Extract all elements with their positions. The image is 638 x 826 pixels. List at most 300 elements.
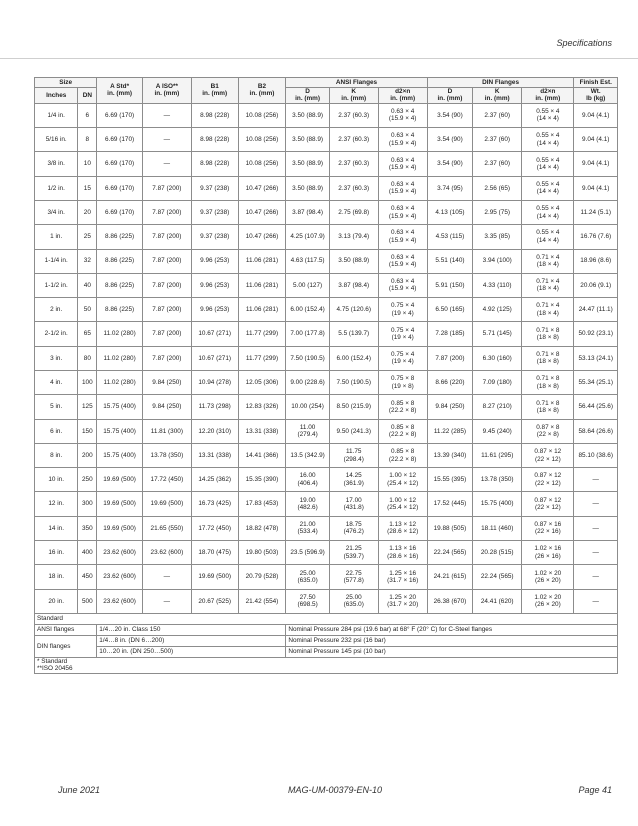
din-d-cell: 3.54 (90)	[427, 103, 473, 127]
a-std-cell: 6.69 (170)	[97, 200, 143, 224]
b2-cell: 19.80 (503)	[238, 541, 286, 565]
size-inches-cell: 14 in.	[35, 516, 78, 540]
din-k-cell: 2.37 (60)	[473, 152, 522, 176]
b2-cell: 15.35 (390)	[238, 468, 286, 492]
din-k-cell: 11.61 (295)	[473, 443, 522, 467]
din-d2n-cell: 0.71 × 8 (18 × 8)	[522, 370, 574, 394]
a-std-cell: 19.69 (500)	[97, 492, 143, 516]
din-flanges-range-1: 1/4…8 in. (DN 6…200)	[97, 635, 286, 646]
din-d-cell: 6.50 (165)	[427, 298, 473, 322]
table-row	[35, 516, 618, 540]
b2-cell: 10.08 (256)	[238, 128, 286, 152]
din-d-cell: 7.28 (185)	[427, 322, 473, 346]
table-row	[35, 200, 618, 224]
din-k-header: K in. (mm)	[473, 88, 522, 104]
din-k-cell: 5.71 (145)	[473, 322, 522, 346]
size-inches-cell: 1/4 in.	[35, 103, 78, 127]
din-d-cell: 15.55 (395)	[427, 468, 473, 492]
din-d-cell: 8.66 (220)	[427, 370, 473, 394]
b1-cell: 9.37 (238)	[191, 200, 238, 224]
size-inches-cell: 5 in.	[35, 395, 78, 419]
a-std-cell: 19.69 (500)	[97, 468, 143, 492]
table-row	[35, 370, 618, 394]
a-std-cell: 19.69 (500)	[97, 516, 143, 540]
header-divider	[0, 58, 638, 59]
din-d-cell: 9.84 (250)	[427, 395, 473, 419]
table-row	[35, 322, 618, 346]
table-row	[35, 273, 618, 297]
a-iso-cell: 7.87 (200)	[142, 249, 191, 273]
table-row	[35, 541, 618, 565]
b2-cell: 12.83 (326)	[238, 395, 286, 419]
a-iso-cell: 19.69 (500)	[142, 492, 191, 516]
ansi-d2n-header: d2×n in. (mm)	[378, 88, 427, 104]
a-std-cell: 6.69 (170)	[97, 152, 143, 176]
din-d2n-cell: 1.02 × 20 (26 × 20)	[522, 565, 574, 589]
table-row	[35, 419, 618, 443]
b2-cell: 10.47 (266)	[238, 225, 286, 249]
ansi-d2n-cell: 0.85 × 8 (22.2 × 8)	[378, 395, 427, 419]
a-iso-cell: —	[142, 589, 191, 613]
b1-cell: 10.67 (271)	[191, 322, 238, 346]
a-std-cell: 6.69 (170)	[97, 103, 143, 127]
size-inches-cell: 1/2 in.	[35, 176, 78, 200]
b2-header: B2 in. (mm)	[238, 78, 286, 104]
din-d2n-cell: 0.87 × 8 (22 × 8)	[522, 419, 574, 443]
din-d2n-cell: 0.71 × 4 (18 × 4)	[522, 273, 574, 297]
ansi-k-cell: 9.50 (241.3)	[329, 419, 378, 443]
ansi-d-cell: 3.50 (88.9)	[286, 103, 329, 127]
weight-cell: —	[574, 589, 618, 613]
size-dn-cell: 10	[78, 152, 97, 176]
table-row	[35, 395, 618, 419]
b2-cell: 11.06 (281)	[238, 273, 286, 297]
size-dn-cell: 100	[78, 370, 97, 394]
a-iso-cell: 17.72 (450)	[142, 468, 191, 492]
b1-cell: 10.67 (271)	[191, 346, 238, 370]
ansi-d2n-cell: 0.85 × 8 (22.2 × 8)	[378, 443, 427, 467]
din-flanges-range-2: 10…20 in. (DN 250…500)	[97, 646, 286, 657]
size-dn-cell: 40	[78, 273, 97, 297]
a-std-cell: 11.02 (280)	[97, 346, 143, 370]
din-d2n-cell: 1.02 × 20 (26 × 20)	[522, 589, 574, 613]
din-k-cell: 4.92 (125)	[473, 298, 522, 322]
din-d2n-cell: 0.71 × 8 (18 × 8)	[522, 395, 574, 419]
din-flanges-label: DIN flanges	[35, 635, 97, 657]
table-row	[35, 492, 618, 516]
din-k-cell: 20.28 (515)	[473, 541, 522, 565]
size-dn-cell: 500	[78, 589, 97, 613]
footer-document-id: MAG-UM-00379-EN-10	[288, 785, 383, 795]
din-k-cell: 4.33 (110)	[473, 273, 522, 297]
table-row	[35, 152, 618, 176]
ansi-d2n-cell: 0.75 × 4 (19 × 4)	[378, 322, 427, 346]
weight-cell: 9.04 (4.1)	[574, 128, 618, 152]
din-d2n-cell: 0.87 × 12 (22 × 12)	[522, 492, 574, 516]
ansi-d-cell: 6.00 (152.4)	[286, 298, 329, 322]
din-d2n-cell: 0.55 × 4 (14 × 4)	[522, 200, 574, 224]
b2-cell: 11.06 (281)	[238, 298, 286, 322]
a-std-cell: 23.62 (600)	[97, 541, 143, 565]
size-header: Size	[35, 78, 97, 88]
footnotes: * Standard **ISO 20456	[35, 657, 618, 673]
din-k-cell: 15.75 (400)	[473, 492, 522, 516]
a-iso-cell: 9.84 (250)	[142, 395, 191, 419]
din-d2n-cell: 0.55 × 4 (14 × 4)	[522, 176, 574, 200]
weight-cell: 56.44 (25.6)	[574, 395, 618, 419]
size-inches-cell: 6 in.	[35, 419, 78, 443]
weight-cell: 16.76 (7.6)	[574, 225, 618, 249]
table-row	[35, 298, 618, 322]
table-row	[35, 128, 618, 152]
din-flanges-pressure-2: Nominal Pressure 145 psi (10 bar)	[286, 646, 618, 657]
a-std-cell: 23.62 (600)	[97, 565, 143, 589]
weight-cell: 58.64 (26.6)	[574, 419, 618, 443]
a-std-cell: 15.75 (400)	[97, 419, 143, 443]
size-dn-cell: 150	[78, 419, 97, 443]
din-d2n-cell: 0.71 × 8 (18 × 8)	[522, 322, 574, 346]
ansi-d2n-cell: 0.63 × 4 (15.9 × 4)	[378, 152, 427, 176]
ansi-d2n-cell: 1.00 × 12 (25.4 × 12)	[378, 492, 427, 516]
ansi-d-cell: 21.00 (533.4)	[286, 516, 329, 540]
ansi-flanges-header: ANSI Flanges	[286, 78, 427, 88]
din-d-cell: 3.74 (95)	[427, 176, 473, 200]
b1-cell: 9.96 (253)	[191, 298, 238, 322]
b1-cell: 11.73 (298)	[191, 395, 238, 419]
din-d2n-cell: 0.71 × 4 (18 × 4)	[522, 249, 574, 273]
din-k-cell: 2.95 (75)	[473, 200, 522, 224]
a-std-cell: 8.86 (225)	[97, 249, 143, 273]
size-dn-cell: 300	[78, 492, 97, 516]
b2-cell: 18.82 (478)	[238, 516, 286, 540]
ansi-k-cell: 6.00 (152.4)	[329, 346, 378, 370]
size-dn-cell: 200	[78, 443, 97, 467]
specifications-table-container	[34, 77, 618, 674]
ansi-flanges-label: ANSI flanges	[35, 624, 97, 635]
b1-cell: 13.31 (338)	[191, 443, 238, 467]
size-inches-cell: 2 in.	[35, 298, 78, 322]
a-iso-cell: 13.78 (350)	[142, 443, 191, 467]
b2-cell: 17.83 (453)	[238, 492, 286, 516]
din-k-cell: 2.56 (65)	[473, 176, 522, 200]
din-k-cell: 9.45 (240)	[473, 419, 522, 443]
b1-cell: 12.20 (310)	[191, 419, 238, 443]
ansi-d2n-cell: 1.13 × 16 (28.6 × 16)	[378, 541, 427, 565]
ansi-d2n-cell: 0.75 × 8 (19 × 8)	[378, 370, 427, 394]
ansi-k-cell: 11.75 (298.4)	[329, 443, 378, 467]
a-std-cell: 11.02 (280)	[97, 370, 143, 394]
ansi-d-cell: 4.63 (117.5)	[286, 249, 329, 273]
b2-cell: 10.47 (266)	[238, 176, 286, 200]
ansi-d-cell: 13.5 (342.9)	[286, 443, 329, 467]
b1-cell: 8.98 (228)	[191, 152, 238, 176]
weight-cell: 18.96 (8.6)	[574, 249, 618, 273]
b2-cell: 12.05 (306)	[238, 370, 286, 394]
din-d-cell: 3.54 (90)	[427, 152, 473, 176]
a-std-cell: 6.69 (170)	[97, 128, 143, 152]
a-iso-cell: —	[142, 152, 191, 176]
ansi-k-cell: 22.75 (577.8)	[329, 565, 378, 589]
a-std-cell: 8.86 (225)	[97, 225, 143, 249]
size-dn-cell: 80	[78, 346, 97, 370]
din-k-cell: 8.27 (210)	[473, 395, 522, 419]
a-iso-cell: 21.65 (550)	[142, 516, 191, 540]
din-d-cell: 17.52 (445)	[427, 492, 473, 516]
ansi-d-cell: 11.00 (279.4)	[286, 419, 329, 443]
ansi-d2n-cell: 0.75 × 4 (19 × 4)	[378, 298, 427, 322]
ansi-d-cell: 4.25 (107.9)	[286, 225, 329, 249]
size-dn-cell: 250	[78, 468, 97, 492]
ansi-k-cell: 14.25 (361.9)	[329, 468, 378, 492]
ansi-d2n-cell: 0.85 × 8 (22.2 × 8)	[378, 419, 427, 443]
specifications-table	[34, 77, 618, 674]
ansi-k-cell: 3.13 (79.4)	[329, 225, 378, 249]
din-d2n-cell: 0.55 × 4 (14 × 4)	[522, 152, 574, 176]
din-d-cell: 4.13 (105)	[427, 200, 473, 224]
din-d2n-cell: 0.87 × 12 (22 × 12)	[522, 468, 574, 492]
din-d2n-cell: 1.02 × 16 (26 × 16)	[522, 541, 574, 565]
ansi-k-cell: 21.25 (539.7)	[329, 541, 378, 565]
din-d-cell: 5.51 (140)	[427, 249, 473, 273]
inches-header: Inches	[35, 88, 78, 104]
ansi-flanges-range: 1/4…20 in. Class 150	[97, 624, 286, 635]
weight-cell: 24.47 (11.1)	[574, 298, 618, 322]
a-iso-cell: 7.87 (200)	[142, 176, 191, 200]
ansi-d-cell: 3.50 (88.9)	[286, 128, 329, 152]
b1-cell: 9.37 (238)	[191, 176, 238, 200]
din-d2n-cell: 0.87 × 16 (22 × 16)	[522, 516, 574, 540]
b1-cell: 18.70 (475)	[191, 541, 238, 565]
weight-header: Wt. lb (kg)	[574, 88, 618, 104]
size-inches-cell: 18 in.	[35, 565, 78, 589]
din-d2n-cell: 0.55 × 4 (14 × 4)	[522, 128, 574, 152]
din-k-cell: 22.24 (565)	[473, 565, 522, 589]
weight-cell: 55.34 (25.1)	[574, 370, 618, 394]
a-std-cell: 15.75 (400)	[97, 395, 143, 419]
size-dn-cell: 400	[78, 541, 97, 565]
ansi-d-cell: 25.00 (635.0)	[286, 565, 329, 589]
ansi-d-header: D in. (mm)	[286, 88, 329, 104]
ansi-k-cell: 8.50 (215.9)	[329, 395, 378, 419]
size-dn-cell: 25	[78, 225, 97, 249]
table-row	[35, 249, 618, 273]
b1-cell: 17.72 (450)	[191, 516, 238, 540]
ansi-d2n-cell: 0.75 × 4 (19 × 4)	[378, 346, 427, 370]
ansi-d-cell: 3.87 (98.4)	[286, 200, 329, 224]
din-d2n-cell: 0.71 × 4 (18 × 4)	[522, 298, 574, 322]
a-std-cell: 23.62 (600)	[97, 589, 143, 613]
din-d-cell: 24.21 (615)	[427, 565, 473, 589]
b1-cell: 10.94 (278)	[191, 370, 238, 394]
a-iso-cell: —	[142, 103, 191, 127]
ansi-d2n-cell: 0.63 × 4 (15.9 × 4)	[378, 273, 427, 297]
size-dn-cell: 20	[78, 200, 97, 224]
weight-cell: —	[574, 565, 618, 589]
din-k-cell: 13.78 (350)	[473, 468, 522, 492]
size-inches-cell: 5/16 in.	[35, 128, 78, 152]
size-inches-cell: 1-1/2 in.	[35, 273, 78, 297]
a-iso-cell: 23.62 (600)	[142, 541, 191, 565]
ansi-d-cell: 9.00 (228.6)	[286, 370, 329, 394]
din-flanges-header: DIN Flanges	[427, 78, 574, 88]
ansi-k-cell: 5.5 (139.7)	[329, 322, 378, 346]
table-row	[35, 565, 618, 589]
weight-cell: —	[574, 492, 618, 516]
size-dn-cell: 65	[78, 322, 97, 346]
din-k-cell: 7.09 (180)	[473, 370, 522, 394]
b2-cell: 11.77 (299)	[238, 322, 286, 346]
din-d-cell: 7.87 (200)	[427, 346, 473, 370]
din-k-cell: 18.11 (460)	[473, 516, 522, 540]
weight-cell: —	[574, 468, 618, 492]
a-iso-cell: 7.87 (200)	[142, 346, 191, 370]
dn-header: DN	[78, 88, 97, 104]
size-dn-cell: 125	[78, 395, 97, 419]
b2-cell: 11.77 (299)	[238, 346, 286, 370]
ansi-k-cell: 7.50 (190.5)	[329, 370, 378, 394]
standard-label: Standard	[35, 613, 618, 624]
b1-header: B1 in. (mm)	[191, 78, 238, 104]
size-dn-cell: 350	[78, 516, 97, 540]
ansi-d-cell: 7.50 (190.5)	[286, 346, 329, 370]
a-std-cell: 15.75 (400)	[97, 443, 143, 467]
size-inches-cell: 4 in.	[35, 370, 78, 394]
table-row	[35, 176, 618, 200]
b2-cell: 10.47 (266)	[238, 200, 286, 224]
finish-header: Finish Est.	[574, 78, 618, 88]
weight-cell: 9.04 (4.1)	[574, 152, 618, 176]
ansi-k-cell: 18.75 (476.2)	[329, 516, 378, 540]
ansi-k-cell: 2.37 (60.3)	[329, 176, 378, 200]
b1-cell: 9.37 (238)	[191, 225, 238, 249]
size-inches-cell: 3/8 in.	[35, 152, 78, 176]
footer-date: June 2021	[58, 785, 101, 795]
ansi-d2n-cell: 1.25 × 16 (31.7 × 16)	[378, 565, 427, 589]
a-iso-cell: —	[142, 565, 191, 589]
size-inches-cell: 2-1/2 in.	[35, 322, 78, 346]
ansi-d-cell: 7.00 (177.8)	[286, 322, 329, 346]
din-d-cell: 5.91 (150)	[427, 273, 473, 297]
size-dn-cell: 15	[78, 176, 97, 200]
din-d-cell: 4.53 (115)	[427, 225, 473, 249]
table-row	[35, 589, 618, 613]
footer-page-number: Page 41	[578, 785, 612, 795]
b1-cell: 16.73 (425)	[191, 492, 238, 516]
size-inches-cell: 3 in.	[35, 346, 78, 370]
ansi-k-cell: 2.37 (60.3)	[329, 103, 378, 127]
din-d-cell: 19.88 (505)	[427, 516, 473, 540]
a-iso-cell: 11.81 (300)	[142, 419, 191, 443]
din-k-cell: 6.30 (160)	[473, 346, 522, 370]
b2-cell: 10.08 (256)	[238, 103, 286, 127]
weight-cell: 11.24 (5.1)	[574, 200, 618, 224]
ansi-d-cell: 3.50 (88.9)	[286, 152, 329, 176]
weight-cell: 20.06 (9.1)	[574, 273, 618, 297]
size-inches-cell: 10 in.	[35, 468, 78, 492]
ansi-d2n-cell: 0.63 × 4 (15.9 × 4)	[378, 128, 427, 152]
din-k-cell: 2.37 (60)	[473, 103, 522, 127]
table-row	[35, 346, 618, 370]
ansi-d-cell: 16.00 (406.4)	[286, 468, 329, 492]
din-k-cell: 2.37 (60)	[473, 128, 522, 152]
ansi-d-cell: 27.50 (698.5)	[286, 589, 329, 613]
ansi-k-cell: 2.37 (60.3)	[329, 128, 378, 152]
a-std-cell: 6.69 (170)	[97, 176, 143, 200]
a-iso-cell: —	[142, 128, 191, 152]
a-iso-cell: 7.87 (200)	[142, 322, 191, 346]
a-iso-cell: 9.84 (250)	[142, 370, 191, 394]
a-iso-header: A ISO** in. (mm)	[142, 78, 191, 104]
weight-cell: —	[574, 516, 618, 540]
ansi-d2n-cell: 1.25 × 20 (31.7 × 20)	[378, 589, 427, 613]
table-row	[35, 468, 618, 492]
size-dn-cell: 450	[78, 565, 97, 589]
a-std-cell: 8.86 (225)	[97, 298, 143, 322]
size-dn-cell: 6	[78, 103, 97, 127]
din-d2n-cell: 0.55 × 4 (14 × 4)	[522, 225, 574, 249]
din-d-cell: 26.38 (670)	[427, 589, 473, 613]
weight-cell: 9.04 (4.1)	[574, 103, 618, 127]
din-d-header: D in. (mm)	[427, 88, 473, 104]
din-k-cell: 3.94 (100)	[473, 249, 522, 273]
size-dn-cell: 32	[78, 249, 97, 273]
ansi-k-cell: 4.75 (120.6)	[329, 298, 378, 322]
a-iso-cell: 7.87 (200)	[142, 200, 191, 224]
b1-cell: 8.98 (228)	[191, 128, 238, 152]
size-inches-cell: 12 in.	[35, 492, 78, 516]
din-d2n-cell: 0.87 × 12 (22 × 12)	[522, 443, 574, 467]
weight-cell: 9.04 (4.1)	[574, 176, 618, 200]
a-std-header: A Std* in. (mm)	[97, 78, 143, 104]
ansi-d-cell: 5.00 (127)	[286, 273, 329, 297]
ansi-d2n-cell: 0.63 × 4 (15.9 × 4)	[378, 103, 427, 127]
din-k-cell: 3.35 (85)	[473, 225, 522, 249]
din-d-cell: 3.54 (90)	[427, 128, 473, 152]
b1-cell: 9.96 (253)	[191, 273, 238, 297]
size-inches-cell: 1 in.	[35, 225, 78, 249]
b1-cell: 8.98 (228)	[191, 103, 238, 127]
size-dn-cell: 8	[78, 128, 97, 152]
din-d-cell: 11.22 (285)	[427, 419, 473, 443]
size-inches-cell: 16 in.	[35, 541, 78, 565]
ansi-d-cell: 10.00 (254)	[286, 395, 329, 419]
ansi-k-cell: 2.37 (60.3)	[329, 152, 378, 176]
din-d-cell: 22.24 (565)	[427, 541, 473, 565]
size-dn-cell: 50	[78, 298, 97, 322]
ansi-d2n-cell: 1.00 × 12 (25.4 × 12)	[378, 468, 427, 492]
b2-cell: 20.79 (528)	[238, 565, 286, 589]
b2-cell: 10.08 (256)	[238, 152, 286, 176]
weight-cell: 85.10 (38.6)	[574, 443, 618, 467]
b2-cell: 21.42 (554)	[238, 589, 286, 613]
size-inches-cell: 1-1/4 in.	[35, 249, 78, 273]
b1-cell: 9.96 (253)	[191, 249, 238, 273]
table-row	[35, 225, 618, 249]
ansi-d2n-cell: 0.63 × 4 (15.9 × 4)	[378, 225, 427, 249]
table-row	[35, 443, 618, 467]
a-std-cell: 11.02 (280)	[97, 322, 143, 346]
size-inches-cell: 3/4 in.	[35, 200, 78, 224]
din-flanges-pressure-1: Nominal Pressure 232 psi (16 bar)	[286, 635, 618, 646]
ansi-k-cell: 2.75 (69.8)	[329, 200, 378, 224]
a-iso-cell: 7.87 (200)	[142, 225, 191, 249]
ansi-d2n-cell: 0.63 × 4 (15.9 × 4)	[378, 200, 427, 224]
b1-cell: 20.67 (525)	[191, 589, 238, 613]
din-d2n-header: d2×n in. (mm)	[522, 88, 574, 104]
size-inches-cell: 20 in.	[35, 589, 78, 613]
ansi-k-cell: 17.00 (431.8)	[329, 492, 378, 516]
b2-cell: 14.41 (366)	[238, 443, 286, 467]
